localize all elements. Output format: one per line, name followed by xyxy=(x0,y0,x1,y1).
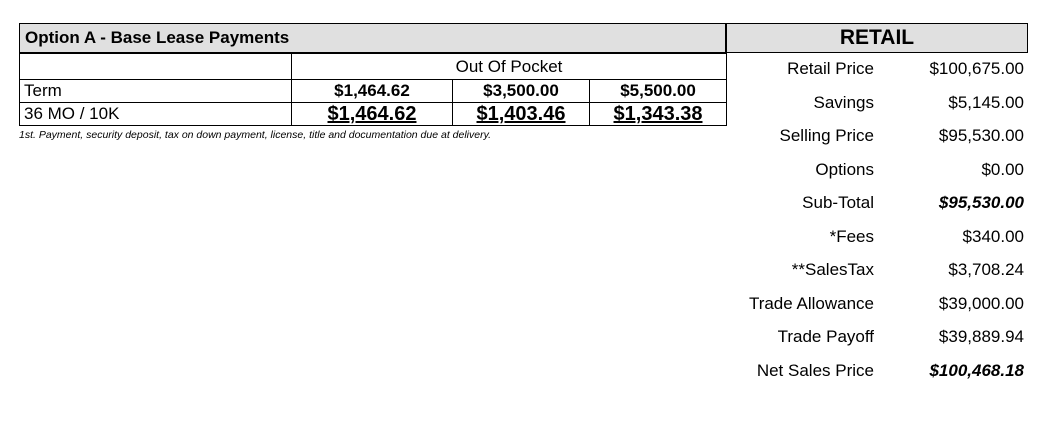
retail-value: $3,708.24 xyxy=(948,260,1024,279)
retail-value: $0.00 xyxy=(981,159,1024,179)
monthly-payment-2: $1,403.46 xyxy=(453,103,590,126)
retail-label: Savings xyxy=(813,92,874,112)
retail-row-sub-total xyxy=(726,187,1028,221)
term-label: Term xyxy=(20,80,292,103)
retail-label: Sub-Total xyxy=(802,193,874,212)
retail-row-options xyxy=(726,154,1028,188)
out-of-pocket-label: Out Of Pocket xyxy=(292,54,727,80)
monthly-payment-1: $1,464.62 xyxy=(292,103,453,126)
retail-title: RETAIL xyxy=(726,23,1028,53)
down-amount-1: $1,464.62 xyxy=(292,80,453,103)
retail-value: $95,530.00 xyxy=(938,126,1024,145)
retail-row-savings xyxy=(726,87,1028,121)
retail-value: $39,889.94 xyxy=(938,327,1024,346)
retail-value: $340.00 xyxy=(962,226,1024,246)
monthly-payment-3: $1,343.38 xyxy=(590,103,727,126)
retail-value: $100,468.18 xyxy=(929,360,1024,380)
down-amount-3: $5,500.00 xyxy=(590,80,727,103)
lease-footnote: 1st. Payment, security deposit, tax on down payment, license, title and documentation due at delivery. xyxy=(19,129,491,141)
lease-payment-table xyxy=(19,53,727,126)
down-payment-row xyxy=(20,80,727,103)
retail-value: $100,675.00 xyxy=(929,59,1024,78)
retail-row-fees xyxy=(726,221,1028,255)
lease-title: Option A - Base Lease Payments xyxy=(19,23,726,53)
retail-value: $39,000.00 xyxy=(938,293,1024,313)
retail-row-selling-price xyxy=(726,120,1028,154)
retail-label: **SalesTax xyxy=(791,260,874,279)
lease-options-section xyxy=(19,23,726,141)
retail-label: Retail Price xyxy=(787,59,874,78)
empty-cell xyxy=(20,54,292,80)
retail-section xyxy=(726,23,1028,388)
retail-label: Trade Payoff xyxy=(777,327,874,346)
term-value: 36 MO / 10K xyxy=(20,103,292,126)
retail-label: Trade Allowance xyxy=(748,293,874,313)
retail-row-trade-allowance xyxy=(726,288,1028,322)
retail-row-net-sales-price xyxy=(726,355,1028,389)
retail-label: Options xyxy=(815,159,874,179)
retail-value: $5,145.00 xyxy=(948,92,1024,112)
retail-label: *Fees xyxy=(829,226,874,246)
payment-row xyxy=(20,103,727,126)
retail-row-retail-price xyxy=(726,53,1028,87)
retail-label: Net Sales Price xyxy=(756,360,874,380)
down-amount-2: $3,500.00 xyxy=(453,80,590,103)
retail-row-sales-tax xyxy=(726,254,1028,288)
retail-row-trade-payoff xyxy=(726,321,1028,355)
retail-value: $95,530.00 xyxy=(938,193,1024,212)
out-of-pocket-row xyxy=(20,54,727,80)
retail-label: Selling Price xyxy=(779,126,874,145)
